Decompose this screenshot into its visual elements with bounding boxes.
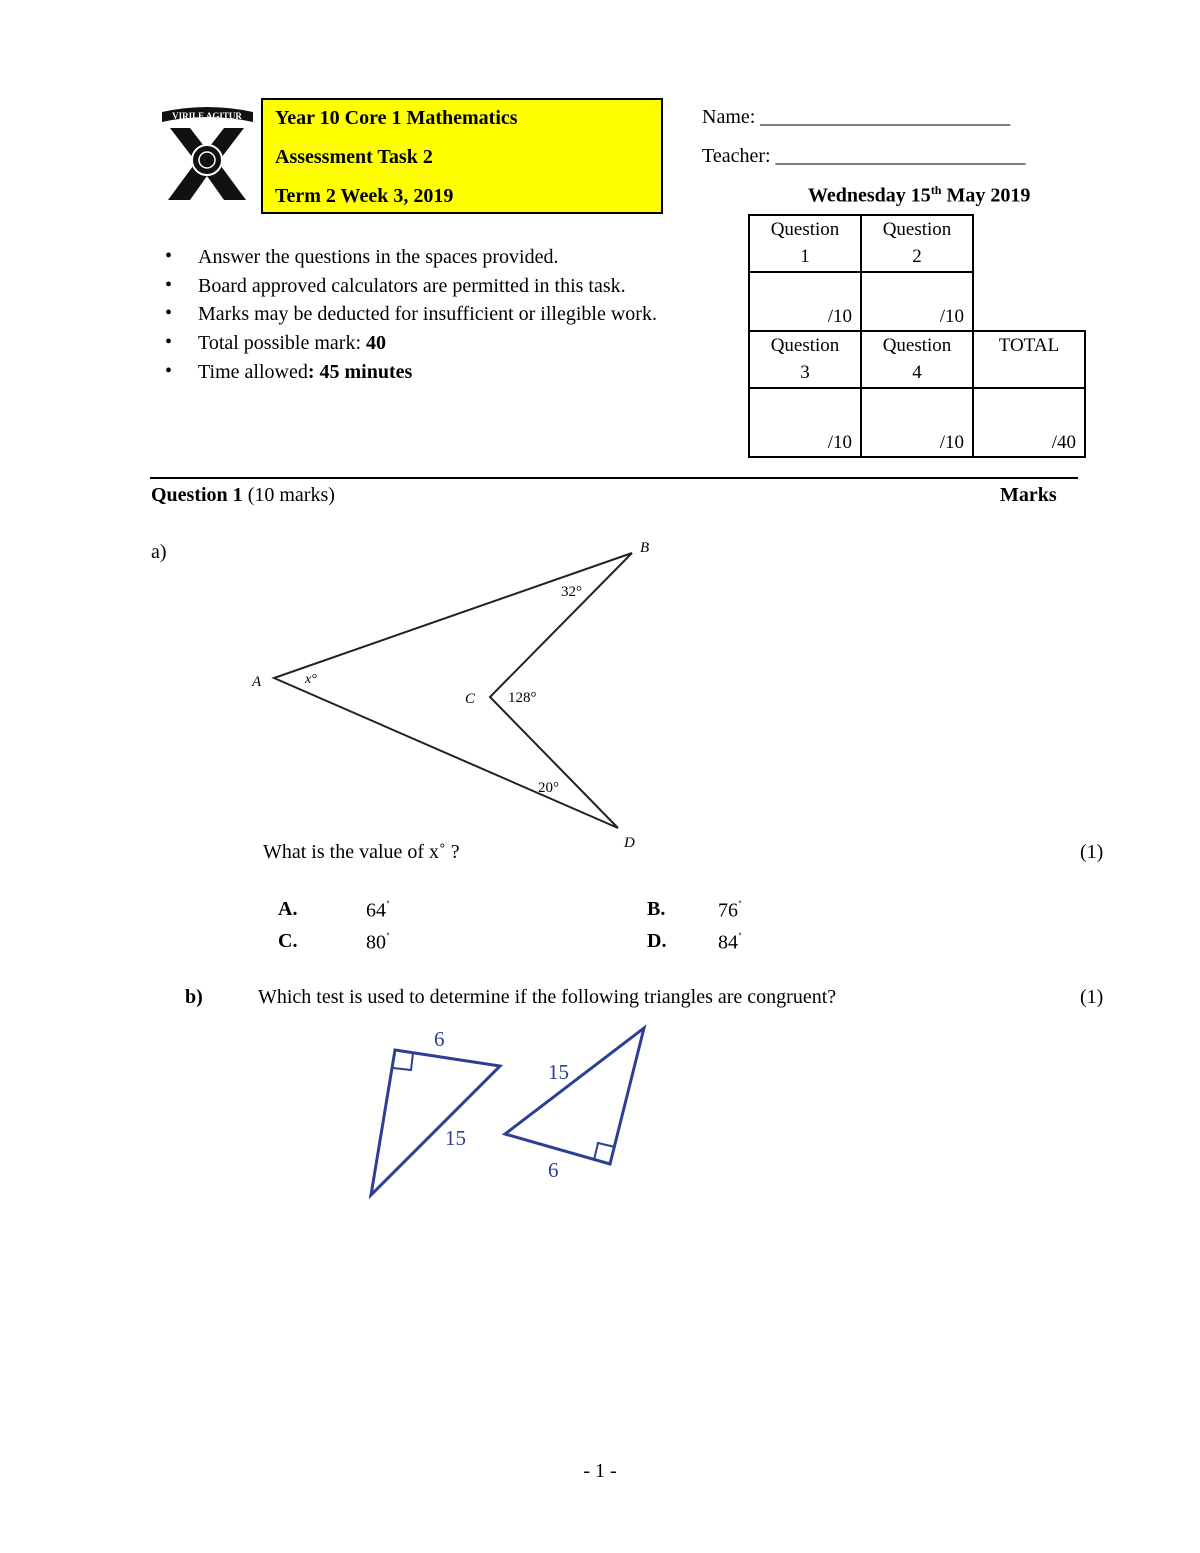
option-d-value[interactable]: 84˚ (718, 930, 742, 954)
quadrilateral-diagram (240, 530, 680, 850)
q3-score: /10 (749, 388, 861, 457)
school-logo (160, 100, 255, 210)
instructions-list (165, 246, 657, 389)
question-b-text: Which test is used to determine if the following triangles are congruent? (258, 986, 837, 1008)
option-b-value[interactable]: 76˚ (718, 898, 742, 922)
angle-label-b: 32° (561, 584, 582, 600)
angle-label-c: 128° (508, 690, 537, 706)
vertex-label-d: D (624, 835, 635, 850)
task-title: Assessment Task 2 (275, 146, 433, 168)
option-b-letter[interactable]: B. (647, 898, 666, 920)
vertex-label-c: C (465, 691, 476, 707)
course-title: Year 10 Core 1 Mathematics (275, 107, 518, 129)
instruction-item: • Time allowed: 45 minutes (165, 361, 657, 390)
q1-header: Question 1 (749, 215, 861, 272)
question-b-marks: (1) (1080, 986, 1104, 1008)
q4-score: /10 (861, 388, 973, 457)
t2-side-label-base: 6 (548, 1158, 559, 1182)
section-divider (150, 477, 1078, 479)
option-a-letter[interactable]: A. (278, 898, 298, 920)
instruction-item: • Answer the questions in the spaces provided. (165, 246, 657, 275)
q2-score: /10 (861, 272, 973, 331)
vertex-label-b: B (640, 540, 650, 556)
vertex-label-a: A (252, 674, 262, 690)
t1-side-label-hyp: 15 (445, 1126, 466, 1150)
term-title: Term 2 Week 3, 2019 (275, 185, 454, 207)
part-a-label: a) (151, 541, 167, 563)
part-b-label: b) (185, 986, 203, 1008)
marks-table (748, 214, 1086, 458)
logo-motto: VIRILE AGITUR (172, 111, 242, 121)
teacher-field[interactable]: Teacher: _________________________ (702, 145, 1026, 167)
question-a-marks: (1) (1080, 841, 1104, 863)
option-a-value[interactable]: 64˚ (366, 898, 390, 922)
option-c-value[interactable]: 80˚ (366, 930, 390, 954)
instruction-item: • Total possible mark: 40 (165, 332, 657, 361)
marks-column-label: Marks (1000, 484, 1057, 506)
t2-side-label-hyp: 15 (548, 1060, 569, 1084)
total-score: /40 (973, 388, 1085, 457)
exam-date: Wednesday 15th May 2019 (808, 183, 1031, 207)
instruction-item: • Board approved calculators are permitted in this task. (165, 275, 657, 304)
name-field[interactable]: Name: _________________________ (702, 106, 1011, 128)
q3-header: Question 3 (749, 331, 861, 388)
instruction-item: • Marks may be deducted for insufficient or illegible work. (165, 303, 657, 332)
option-d-letter[interactable]: D. (647, 930, 667, 952)
title-box (261, 98, 663, 214)
total-header: TOTAL (973, 331, 1085, 388)
page-number: - 1 - (583, 1460, 617, 1482)
question-1-title: Question 1 (10 marks) (151, 484, 335, 506)
question-a-text: What is the value of x˚ ? (263, 841, 460, 863)
angle-label-x: x° (305, 672, 317, 687)
q2-header: Question 2 (861, 215, 973, 272)
t1-side-label-top: 6 (434, 1027, 445, 1051)
q1-score: /10 (749, 272, 861, 331)
triangles-diagram (360, 1020, 660, 1205)
option-c-letter[interactable]: C. (278, 930, 298, 952)
q4-header: Question 4 (861, 331, 973, 388)
angle-label-d: 20° (538, 780, 559, 796)
